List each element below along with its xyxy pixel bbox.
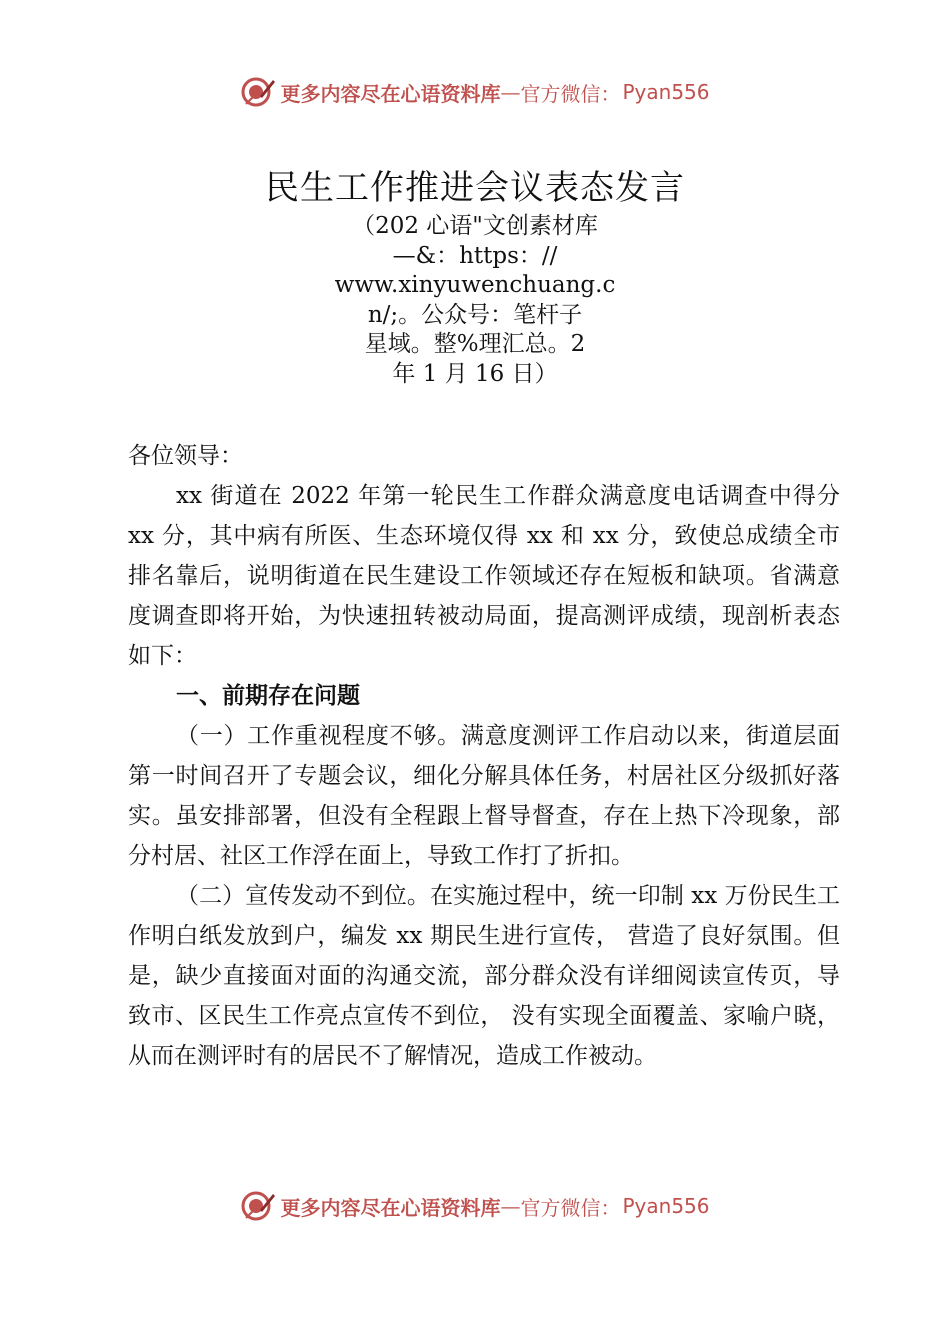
pen-logo-icon — [240, 1188, 276, 1224]
subtitle-line: www.xinyuwenchuang.c — [334, 272, 616, 298]
salutation: 各位领导： — [128, 443, 243, 469]
subtitle-block — [0, 212, 950, 389]
section-heading: 一、前期存在问题 — [176, 683, 360, 709]
banner-dash: — — [500, 80, 521, 104]
subtitle-line: —&：https：// — [392, 242, 558, 269]
subtitle-line: n/;。公众号：笔杆子 — [367, 301, 583, 328]
paragraph-1: （一）工作重视程度不够。满意度测评工作启动以来，街道层面第一时间召开了专题会议，细化分解具体任务，村居社区分级抓好落实。虽安排部署，但没有全程跟上督导督查，存在上热下冷现象，部分村居、社区工作浮在面上，导致工作打了折扣。 — [128, 723, 840, 869]
banner-main-text: 更多内容尽在心语资料库 — [280, 1195, 501, 1220]
document-body — [128, 436, 840, 1076]
banner-wechat-id: Pyan556 — [622, 1194, 710, 1218]
banner-dash: — — [500, 1194, 521, 1218]
subtitle-line: 星域。整%理汇总。2 — [364, 331, 586, 357]
subtitle-line: 年 1 月 16 日） — [392, 360, 558, 387]
banner-wechat-label: 官方微信： — [520, 1195, 621, 1220]
subtitle-line: （202 心语"文创素材库 — [352, 213, 598, 239]
banner-wechat-label: 官方微信： — [520, 81, 621, 106]
pen-logo-icon — [240, 74, 276, 110]
paragraph-2: （二）宣传发动不到位。在实施过程中，统一印制 xx 万份民生工作明白纸发放到户，编发 xx 期民生进行宣传， 营造了良好氛围。但是，缺少直接面对面的沟通交流，部分群众没有详细阅读宣传页，导致市、区民生工作亮点宣传不到位， 没有实现全面覆盖、家喻户晓，从而在测评时有的居民不了解情况，造成工作被动。 — [128, 883, 840, 1069]
footer-banner — [0, 1186, 950, 1226]
banner-wechat-id: Pyan556 — [622, 80, 710, 104]
intro-paragraph: xx 街道在 2022 年第一轮民生工作群众满意度电话调查中得分 xx 分，其中病有所医、生态环境仅得 xx 和 xx 分，致使总成绩全市排名靠后，说明街道在民生建设工作领域还存在短板和缺项。省满意度调查即将开始，为快速扭转被动局面，提高测评成绩，现剖析表态如下： — [128, 483, 840, 669]
document-title: 民生工作推进会议表态发言 — [265, 168, 685, 208]
banner-main-text: 更多内容尽在心语资料库 — [280, 81, 501, 106]
header-banner — [0, 72, 950, 112]
